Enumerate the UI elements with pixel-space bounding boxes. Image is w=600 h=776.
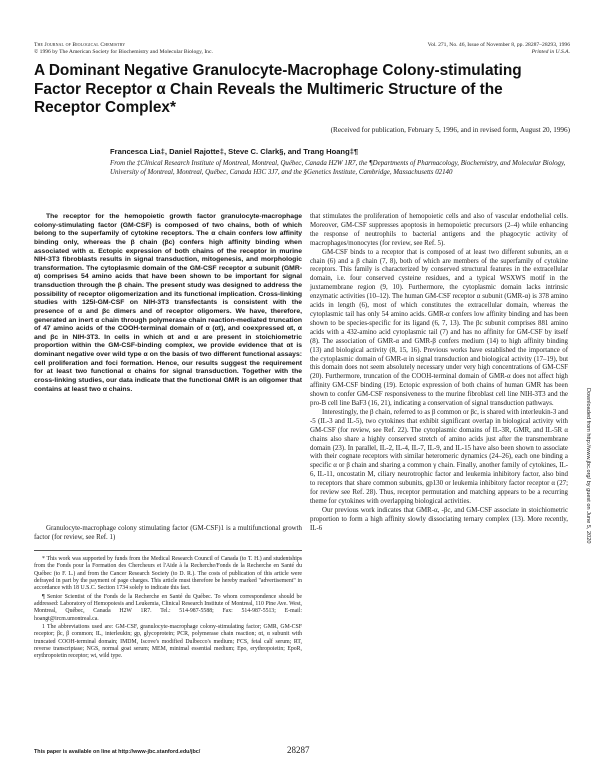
journal-name: The Journal of Biological Chemistry (34, 42, 126, 48)
volume-info: Vol. 271, No. 46, Issue of November 8, pp. 28287–28293, 1996 (427, 42, 570, 48)
printed-in: Printed in U.S.A. (531, 49, 570, 56)
affiliations: From the ‡Clinical Research Institute of Montreal, Montreal, Québec, Canada H2W 1R7, the ¶Departments of Pharmacology, Biochemistry, and Molecular Biology, University of Montreal, Montreal, Québec, Canada H3C 3J7, and the §Genetics Institute, Cambridge, Massachusetts 02140 (110, 160, 566, 176)
body-right-column (310, 213, 568, 534)
body-paragraph: Our previous work indicates that GMR-α, -βc, and GM-CSF associate in stoichiometric proportion to form a high affinity slowly dissociating ternary complex (13). More recently, IL-6 (310, 506, 568, 532)
footnotes (34, 556, 302, 662)
page-number: 28287 (287, 745, 310, 755)
body-paragraph: GM-CSF binds to a receptor that is composed of at least two different subunits, an α chain (6) and a β chain (7, 8), both of which are members of the superfamily of cytokine receptors. This family is characterized by conserved structural features in the extracellular domain, i.e. four conserved cysteine residues, and a typical WSXWS motif in the juxtamembrane region (9, 10). Furthermore, the cytoplasmic domain lacks intrinsic enzymatic activities (10–12). The human GM-CSF receptor α subunit (GMR-α) is 378 amino acids in length (6), most of which constitutes the extracellular domain, whereas the cytoplasmic tail has only 54 amino acids. GMR-α confers low affinity binding and has been shown to be species-specific for its ligand (6, 7, 13). The βc subunit comprises 881 amino acids with a 432-amino acid cytoplasmic tail (7) and has no affinity for GM-CSF by itself (8). The association of GMR-α and GMR-β confers medium (14) to high affinity binding (13) and biological activity (8, 15, 16). Previous works have established the importance of the cytoplasmic domain of GMR-α in signal transduction and biological activity (17–19), but this domain does not seem absolutely necessary under very high concentrations of GM-CSF (20). Furthermore, truncation of the COOH-terminal domain of GMR-α does not affect high affinity GM-CSF binding (19). Ectopic expression of both chains of human GMR has been shown to confer GM-CSF responsiveness to the murine fibroblast cell line NIH-3T3 and the pro-B cell line BaF3 (16, 21), indicating a conservation of signal transduction pathways. (310, 248, 568, 408)
intro-paragraph: Granulocyte-macrophage colony stimulating factor (GM-CSF)1 is a multifunctional growth factor (for review, see Ref. 1) (34, 525, 302, 541)
download-watermark: Downloaded from http://www.jbc.org/ by guest on June 5, 2020 (585, 388, 591, 544)
journal-header (34, 42, 213, 56)
body-paragraph: that stimulates the proliferation of hemopoietic cells and also of vascular endothelial cells. Moreover, GM-CSF suppresses apoptosis in hemopoietic precursors (2–4) while enhancing the response of neutrophils to bacterial antigens and the phagocytic activity of macrophages/monocytes (for review, see Ref. 5). (310, 213, 568, 247)
abstract: The receptor for the hemopoietic growth factor granulocyte-macrophage colony-stimulating factor (GM-CSF) is composed of two chains, both of which belong to the superfamily of cytokine receptors. The α chain confers low affinity binding only, whereas the β chain (βc) confers high affinity binding when associated with α. Ectopic expression of both chains of the receptor in murine NIH-3T3 fibroblasts results in signal transduction, mitogenesis, and morphologic transformation. The cytoplasmic domain of the GM-CSF receptor α subunit (GMR-α) comprises 54 amino acids that have been shown to be important for signal transduction through the β chain. The present study was designed to address the possibility of receptor oligomerization and its functional implication. Cross-linking studies with 125I-GM-CSF on NIH-3T3 transfectants is consistent with the presence of α and βc dimers and of receptor oligomers. We have, therefore, generated an inert α chain through polymerase chain reaction-mediated truncation of 47 amino acids of the COOH-terminal domain of α (αt), and coexpressed αt, α and βc in NIH-3T3. In cells in which αt and α are present in stoichiometric proportion within the GM-CSF-binding complex, we provide evidence that αt is dominant negative over wild type α on the basis of two different functional assays: cell proliferation and foci formation. Hence, our results suggest the requirement for at least two functional α chains for signal transduction. Together with the cross-linking studies, our data indicate that the functional GMR is an oligomer that contains at least two α chains. (34, 213, 302, 393)
author-list: Francesca Lia‡, Daniel Rajotte‡, Steve C. Clark§, and Trang Hoang‡¶ (110, 147, 359, 156)
article-title: A Dominant Negative Granulocyte-Macrophage Colony-stimulating Factor Receptor α Chain Reveals the Multimeric Structure of the Receptor Complex* (34, 62, 522, 117)
received-date: (Received for publication, February 5, 1996, and in revised form, August 20, 1996) (330, 126, 570, 134)
footnote-correspondence: ¶ Senior Scientist of the Fonds de la Recherche en Santé du Québec. To whom correspondence should be addressed: Laboratory of Hemopoiesis and Leukemia, Clinical Research Institute of Montreal, 110 Pine Ave. West, Montreal, Québec, Canada H2W 1R7. Tel.: 514-987-5588; Fax: 514-987-5513; E-mail: hoangt@ircm.umontreal.ca. (34, 593, 302, 622)
footnote-divider (34, 550, 302, 551)
online-availability-note: This paper is available on line at http://www-jbc.stanford.edu/jbc/ (34, 749, 201, 755)
copyright-line: © 1996 by The American Society for Biochemistry and Molecular Biology, Inc. (34, 49, 213, 56)
footnote-funding: * This work was supported by funds from the Medical Research Council of Canada (to T. H.) and studentships from the Fonds pour la Formation des Chercheurs et l'Aide à la Recherche/Fonds de la Recherche en Santé du Québec (to F. L.) and from the Cancer Research Society (to D. R.). The costs of publication of this article were defrayed in part by the payment of page charges. This article must therefore be hereby marked "advertisement" in accordance with 18 U.S.C. Section 1734 solely to indicate this fact. (34, 556, 302, 592)
body-paragraph: Interestingly, the β chain, referred to as β common or βc, is shared with interleukin-3 and -5 (IL-3 and IL-5), two cytokines that exhibit significant overlap in biological activity with GM-CSF (for review, see Ref. 22). The cytoplasmic domains of IL-3R, GMR, and IL-5R α chains also share a highly conserved stretch of amino acids just after the transmembrane domain (23). In parallel, IL-2, IL-4, IL-7, IL-9, and IL-15 have also been shown to associate with their cognate receptors with similar heteromeric dynamics (24–26), each one binding a specific α or β chain and sharing a common γ chain. Finally, another family of cytokines, IL-6, IL-11, oncostatin M, ciliary neurotrophic factor and leukemia inhibitory factor, also bind to receptors that share common subunits, gp130 or leukemia inhibitory factor receptor α (27; for review see Ref. 28). Thus, receptor permutation and matching appears to be a recurring theme for cytokines with overlapping biological activities. (310, 408, 568, 505)
footnote-abbreviations: 1 The abbreviations used are: GM-CSF, granulocyte-macrophage colony-stimulating factor; GMR, GM-CSF receptor; βc, β common; IL, interleukin; gp, glycoprotein; PCR, polymerase chain reaction; αt, α subunit with truncated COOH-terminal domain; IMDM, Iscove's modified Dulbecco's medium; FCS, fetal calf serum; RT, reverse transcriptase; NGS, normal goat serum; MEM, minimal essential medium; Epo, erythropoietin; EpoR, erythropoietin receptor; wt, wild type. (34, 624, 302, 660)
issue-header (428, 42, 570, 56)
